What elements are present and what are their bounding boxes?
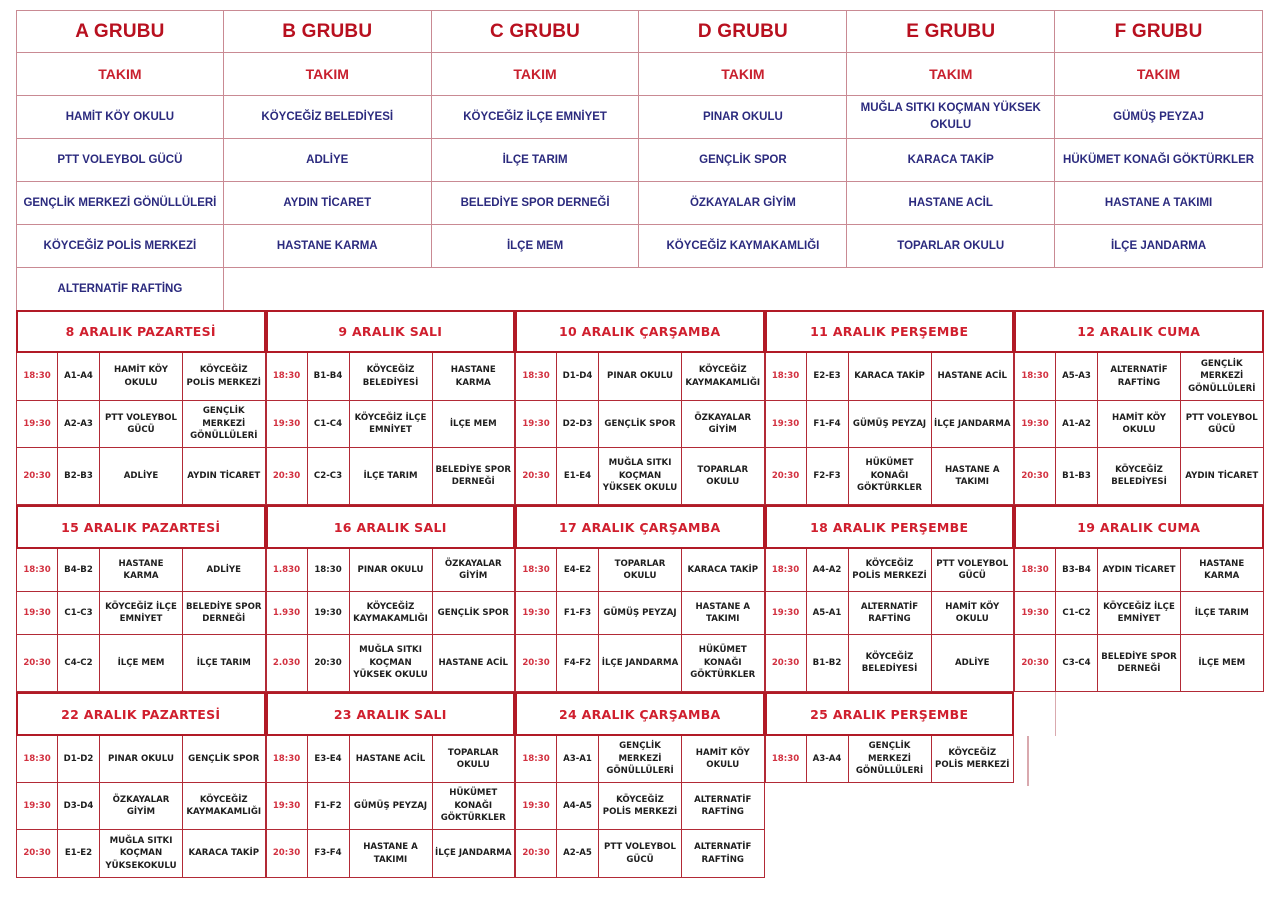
match-time: 20:30 bbox=[16, 635, 58, 692]
team-cell: AYDIN TİCARET bbox=[224, 182, 432, 225]
match-code: C3-C4 bbox=[1056, 635, 1098, 692]
match-time: 20:30 bbox=[515, 635, 557, 692]
team-cell: GENÇLİK SPOR bbox=[639, 139, 847, 182]
match-code: 20:30 bbox=[308, 635, 350, 692]
takim-header: TAKIM bbox=[224, 53, 432, 96]
match-time: 19:30 bbox=[16, 592, 58, 635]
match-time: 19:30 bbox=[16, 401, 58, 448]
divider bbox=[1055, 692, 1056, 736]
match-row bbox=[16, 592, 266, 635]
match-code: F1-F4 bbox=[807, 401, 849, 448]
match-time: 19:30 bbox=[1014, 592, 1056, 635]
divider bbox=[1027, 736, 1029, 786]
match-time: 18:30 bbox=[16, 353, 58, 401]
day-block bbox=[515, 505, 765, 692]
match-row bbox=[266, 736, 516, 783]
group-title-d: D GRUBU bbox=[639, 10, 847, 53]
match-time: 1.830 bbox=[266, 549, 308, 592]
match-row bbox=[1014, 353, 1264, 401]
day-block bbox=[1014, 505, 1264, 692]
match-time: 19:30 bbox=[765, 592, 807, 635]
match-time: 18:30 bbox=[765, 353, 807, 401]
match-row bbox=[16, 401, 266, 448]
home-team: HÜKÜMET KONAĞI GÖKTÜRKLER bbox=[849, 448, 932, 505]
away-team: HAMİT KÖY OKULU bbox=[932, 592, 1015, 635]
home-team: KÖYCEĞİZ İLÇE EMNİYET bbox=[350, 401, 433, 448]
takim-header: TAKIM bbox=[16, 53, 224, 96]
day-block bbox=[16, 505, 266, 692]
day-header: 9 ARALIK SALI bbox=[266, 310, 516, 353]
match-time: 18:30 bbox=[16, 549, 58, 592]
team-cell: KÖYCEĞİZ İLÇE EMNİYET bbox=[432, 96, 640, 139]
home-team: KÖYCEĞİZ BELEDİYESİ bbox=[1098, 448, 1181, 505]
home-team: TOPARLAR OKULU bbox=[599, 549, 682, 592]
match-code: D2-D3 bbox=[557, 401, 599, 448]
match-code: F2-F3 bbox=[807, 448, 849, 505]
team-cell: HASTANE ACİL bbox=[847, 182, 1055, 225]
home-team: PINAR OKULU bbox=[599, 353, 682, 401]
away-team: HASTANE ACİL bbox=[932, 353, 1015, 401]
away-team: ÖZKAYALAR GİYİM bbox=[682, 401, 765, 448]
home-team: MUĞLA SITKI KOÇMAN YÜKSEK OKULU bbox=[599, 448, 682, 505]
away-team: ADLİYE bbox=[932, 635, 1015, 692]
team-cell: HASTANE KARMA bbox=[224, 225, 432, 268]
away-team: KÖYCEĞİZ POLİS MERKEZİ bbox=[932, 736, 1015, 783]
takim-header: TAKIM bbox=[432, 53, 640, 96]
away-team: BELEDİYE SPOR DERNEĞİ bbox=[183, 592, 266, 635]
match-row bbox=[16, 549, 266, 592]
match-code: A2-A3 bbox=[58, 401, 100, 448]
match-time: 20:30 bbox=[765, 448, 807, 505]
home-team: GÜMÜŞ PEYZAJ bbox=[350, 783, 433, 830]
match-row bbox=[16, 635, 266, 692]
team-cell: KÖYCEĞİZ POLİS MERKEZİ bbox=[16, 225, 224, 268]
home-team: ÖZKAYALAR GİYİM bbox=[100, 783, 183, 830]
day-header: 19 ARALIK CUMA bbox=[1014, 505, 1264, 549]
home-team: KÖYCEĞİZ BELEDİYESİ bbox=[350, 353, 433, 401]
team-cell: HASTANE A TAKIMI bbox=[1055, 182, 1263, 225]
match-row bbox=[515, 783, 765, 830]
match-code: F3-F4 bbox=[308, 830, 350, 878]
away-team: ALTERNATİF RAFTİNG bbox=[682, 783, 765, 830]
day-header: 12 ARALIK CUMA bbox=[1014, 310, 1264, 353]
match-row bbox=[16, 448, 266, 505]
away-team: ÖZKAYALAR GİYİM bbox=[433, 549, 516, 592]
match-time: 19:30 bbox=[16, 783, 58, 830]
match-time: 18:30 bbox=[765, 736, 807, 783]
group-title-e: E GRUBU bbox=[847, 10, 1055, 53]
match-code: C1-C3 bbox=[58, 592, 100, 635]
away-team: TOPARLAR OKULU bbox=[433, 736, 516, 783]
match-row bbox=[16, 736, 266, 783]
match-row bbox=[765, 736, 1015, 783]
away-team: KARACA TAKİP bbox=[183, 830, 266, 878]
match-time: 20:30 bbox=[1014, 448, 1056, 505]
home-team: HASTANE ACİL bbox=[350, 736, 433, 783]
match-code: B3-B4 bbox=[1056, 549, 1098, 592]
match-code: D3-D4 bbox=[58, 783, 100, 830]
away-team: HASTANE ACİL bbox=[433, 635, 516, 692]
team-cell: PTT VOLEYBOL GÜCÜ bbox=[16, 139, 224, 182]
group-title-f: F GRUBU bbox=[1055, 10, 1263, 53]
home-team: İLÇE MEM bbox=[100, 635, 183, 692]
match-time: 18:30 bbox=[515, 736, 557, 783]
match-time: 18:30 bbox=[515, 549, 557, 592]
takim-header: TAKIM bbox=[847, 53, 1055, 96]
match-time: 18:30 bbox=[515, 353, 557, 401]
away-team: ALTERNATİF RAFTİNG bbox=[682, 830, 765, 878]
match-code: B4-B2 bbox=[58, 549, 100, 592]
day-block bbox=[765, 310, 1015, 505]
team-cell: BELEDİYE SPOR DERNEĞİ bbox=[432, 182, 640, 225]
match-time: 20:30 bbox=[1014, 635, 1056, 692]
match-code: E1-E4 bbox=[557, 448, 599, 505]
match-row bbox=[515, 592, 765, 635]
home-team: HASTANE KARMA bbox=[100, 549, 183, 592]
home-team: İLÇE JANDARMA bbox=[599, 635, 682, 692]
team-cell: MUĞLA SITKI KOÇMAN YÜKSEK OKULU bbox=[847, 96, 1055, 139]
team-cell: HÜKÜMET KONAĞI GÖKTÜRKLER bbox=[1055, 139, 1263, 182]
team-cell: KARACA TAKİP bbox=[847, 139, 1055, 182]
match-row bbox=[765, 401, 1015, 448]
match-code: F4-F2 bbox=[557, 635, 599, 692]
match-row bbox=[1014, 549, 1264, 592]
day-header: 23 ARALIK SALI bbox=[266, 692, 516, 736]
match-row bbox=[765, 635, 1015, 692]
away-team: GENÇLİK SPOR bbox=[433, 592, 516, 635]
day-block bbox=[765, 505, 1015, 692]
match-row bbox=[266, 592, 516, 635]
match-row bbox=[515, 830, 765, 878]
match-row bbox=[1014, 635, 1264, 692]
match-code: E3-E4 bbox=[308, 736, 350, 783]
away-team: GENÇLİK SPOR bbox=[183, 736, 266, 783]
match-row bbox=[16, 830, 266, 878]
away-team: AYDIN TİCARET bbox=[1181, 448, 1264, 505]
match-time: 19:30 bbox=[515, 783, 557, 830]
home-team: GENÇLİK MERKEZİ GÖNÜLLÜLERİ bbox=[599, 736, 682, 783]
team-cell: İLÇE JANDARMA bbox=[1055, 225, 1263, 268]
away-team: KARACA TAKİP bbox=[682, 549, 765, 592]
group-title-a: A GRUBU bbox=[16, 10, 224, 53]
home-team: KARACA TAKİP bbox=[849, 353, 932, 401]
home-team: GÜMÜŞ PEYZAJ bbox=[849, 401, 932, 448]
match-time: 20:30 bbox=[765, 635, 807, 692]
match-row bbox=[16, 353, 266, 401]
home-team: KÖYCEĞİZ KAYMAKAMLIĞI bbox=[350, 592, 433, 635]
match-time: 2.030 bbox=[266, 635, 308, 692]
team-cell: İLÇE TARIM bbox=[432, 139, 640, 182]
match-code: F1-F3 bbox=[557, 592, 599, 635]
match-row bbox=[515, 736, 765, 783]
day-header: 10 ARALIK ÇARŞAMBA bbox=[515, 310, 765, 353]
match-code: 19:30 bbox=[308, 592, 350, 635]
match-row bbox=[266, 635, 516, 692]
match-code: F1-F2 bbox=[308, 783, 350, 830]
match-time: 18:30 bbox=[266, 736, 308, 783]
home-team: KÖYCEĞİZ İLÇE EMNİYET bbox=[100, 592, 183, 635]
away-team: PTT VOLEYBOL GÜCÜ bbox=[1181, 401, 1264, 448]
away-team: HAMİT KÖY OKULU bbox=[682, 736, 765, 783]
day-header: 8 ARALIK PAZARTESİ bbox=[16, 310, 266, 353]
match-time: 19:30 bbox=[515, 592, 557, 635]
home-team: PTT VOLEYBOL GÜCÜ bbox=[100, 401, 183, 448]
match-row bbox=[16, 783, 266, 830]
match-row bbox=[765, 592, 1015, 635]
away-team: HASTANE A TAKIMI bbox=[682, 592, 765, 635]
day-header: 18 ARALIK PERŞEMBE bbox=[765, 505, 1015, 549]
away-team: İLÇE MEM bbox=[1181, 635, 1264, 692]
match-row bbox=[1014, 592, 1264, 635]
away-team: KÖYCEĞİZ KAYMAKAMLIĞI bbox=[682, 353, 765, 401]
takim-header: TAKIM bbox=[639, 53, 847, 96]
home-team: MUĞLA SITKI KOÇMAN YÜKSEK OKULU bbox=[350, 635, 433, 692]
away-team: İLÇE JANDARMA bbox=[433, 830, 516, 878]
day-block bbox=[765, 692, 1015, 783]
away-team: PTT VOLEYBOL GÜCÜ bbox=[932, 549, 1015, 592]
home-team: HAMİT KÖY OKULU bbox=[1098, 401, 1181, 448]
match-row bbox=[515, 549, 765, 592]
match-code: B1-B2 bbox=[807, 635, 849, 692]
match-row bbox=[765, 549, 1015, 592]
match-code: A3-A1 bbox=[557, 736, 599, 783]
match-code: B1-B4 bbox=[308, 353, 350, 401]
team-cell: GENÇLİK MERKEZİ GÖNÜLLÜLERİ bbox=[16, 182, 224, 225]
match-code: C2-C3 bbox=[308, 448, 350, 505]
day-block bbox=[16, 692, 266, 878]
group-title-c: C GRUBU bbox=[432, 10, 640, 53]
match-schedule bbox=[16, 0, 1263, 904]
away-team: ADLİYE bbox=[183, 549, 266, 592]
match-time: 19:30 bbox=[266, 401, 308, 448]
match-code: E1-E2 bbox=[58, 830, 100, 878]
day-header: 15 ARALIK PAZARTESİ bbox=[16, 505, 266, 549]
match-code: A1-A2 bbox=[1056, 401, 1098, 448]
match-row bbox=[515, 635, 765, 692]
match-time: 19:30 bbox=[266, 783, 308, 830]
match-code: E4-E2 bbox=[557, 549, 599, 592]
match-code: A4-A5 bbox=[557, 783, 599, 830]
match-row bbox=[765, 448, 1015, 505]
away-team: HÜKÜMET KONAĞI GÖKTÜRKLER bbox=[433, 783, 516, 830]
team-cell: TOPARLAR OKULU bbox=[847, 225, 1055, 268]
home-team: İLÇE TARIM bbox=[350, 448, 433, 505]
match-code: C4-C2 bbox=[58, 635, 100, 692]
away-team: BELEDİYE SPOR DERNEĞİ bbox=[433, 448, 516, 505]
group-title-b: B GRUBU bbox=[224, 10, 432, 53]
team-cell: GÜMÜŞ PEYZAJ bbox=[1055, 96, 1263, 139]
match-code: B1-B3 bbox=[1056, 448, 1098, 505]
match-row bbox=[765, 353, 1015, 401]
match-code: D1-D2 bbox=[58, 736, 100, 783]
away-team: HASTANE A TAKIMI bbox=[932, 448, 1015, 505]
home-team: KÖYCEĞİZ BELEDİYESİ bbox=[849, 635, 932, 692]
team-cell: ÖZKAYALAR GİYİM bbox=[639, 182, 847, 225]
match-code: 18:30 bbox=[308, 549, 350, 592]
match-code: A5-A3 bbox=[1056, 353, 1098, 401]
home-team: HASTANE A TAKIMI bbox=[350, 830, 433, 878]
home-team: GENÇLİK MERKEZİ GÖNÜLLÜLERİ bbox=[849, 736, 932, 783]
home-team: AYDIN TİCARET bbox=[1098, 549, 1181, 592]
home-team: ALTERNATİF RAFTİNG bbox=[1098, 353, 1181, 401]
match-code: E2-E3 bbox=[807, 353, 849, 401]
match-row bbox=[266, 549, 516, 592]
day-block bbox=[266, 505, 516, 692]
home-team: KÖYCEĞİZ POLİS MERKEZİ bbox=[849, 549, 932, 592]
away-team: HÜKÜMET KONAĞI GÖKTÜRKLER bbox=[682, 635, 765, 692]
team-cell: KÖYCEĞİZ KAYMAKAMLIĞI bbox=[639, 225, 847, 268]
day-header: 22 ARALIK PAZARTESİ bbox=[16, 692, 266, 736]
match-time: 1.930 bbox=[266, 592, 308, 635]
match-time: 18:30 bbox=[765, 549, 807, 592]
away-team: İLÇE TARIM bbox=[1181, 592, 1264, 635]
away-team: HASTANE KARMA bbox=[1181, 549, 1264, 592]
home-team: GENÇLİK SPOR bbox=[599, 401, 682, 448]
match-row bbox=[1014, 448, 1264, 505]
day-block bbox=[16, 310, 266, 505]
match-code: A5-A1 bbox=[807, 592, 849, 635]
match-code: D1-D4 bbox=[557, 353, 599, 401]
match-time: 20:30 bbox=[16, 448, 58, 505]
day-header: 11 ARALIK PERŞEMBE bbox=[765, 310, 1015, 353]
day-block bbox=[1014, 310, 1264, 505]
home-team: ALTERNATİF RAFTİNG bbox=[849, 592, 932, 635]
match-code: C1-C4 bbox=[308, 401, 350, 448]
team-cell: ADLİYE bbox=[224, 139, 432, 182]
home-team: ADLİYE bbox=[100, 448, 183, 505]
match-code: A1-A4 bbox=[58, 353, 100, 401]
home-team: PINAR OKULU bbox=[350, 549, 433, 592]
day-block bbox=[515, 692, 765, 878]
match-time: 19:30 bbox=[515, 401, 557, 448]
away-team: KÖYCEĞİZ KAYMAKAMLIĞI bbox=[183, 783, 266, 830]
team-cell: KÖYCEĞİZ BELEDİYESİ bbox=[224, 96, 432, 139]
day-header: 17 ARALIK ÇARŞAMBA bbox=[515, 505, 765, 549]
match-time: 20:30 bbox=[515, 448, 557, 505]
team-cell: PINAR OKULU bbox=[639, 96, 847, 139]
match-row bbox=[266, 401, 516, 448]
away-team: İLÇE JANDARMA bbox=[932, 401, 1015, 448]
home-team: PTT VOLEYBOL GÜCÜ bbox=[599, 830, 682, 878]
match-row bbox=[266, 448, 516, 505]
match-row bbox=[266, 353, 516, 401]
match-time: 18:30 bbox=[1014, 353, 1056, 401]
team-cell: HAMİT KÖY OKULU bbox=[16, 96, 224, 139]
match-row bbox=[515, 448, 765, 505]
day-header: 25 ARALIK PERŞEMBE bbox=[765, 692, 1015, 736]
away-team: TOPARLAR OKULU bbox=[682, 448, 765, 505]
away-team: KÖYCEĞİZ POLİS MERKEZİ bbox=[183, 353, 266, 401]
home-team: KÖYCEĞİZ İLÇE EMNİYET bbox=[1098, 592, 1181, 635]
day-header: 24 ARALIK ÇARŞAMBA bbox=[515, 692, 765, 736]
match-time: 20:30 bbox=[266, 448, 308, 505]
home-team: GÜMÜŞ PEYZAJ bbox=[599, 592, 682, 635]
match-code: C1-C2 bbox=[1056, 592, 1098, 635]
match-time: 20:30 bbox=[16, 830, 58, 878]
away-team: AYDIN TİCARET bbox=[183, 448, 266, 505]
day-block bbox=[515, 310, 765, 505]
match-time: 18:30 bbox=[266, 353, 308, 401]
match-time: 19:30 bbox=[1014, 401, 1056, 448]
home-team: HAMİT KÖY OKULU bbox=[100, 353, 183, 401]
away-team: GENÇLİK MERKEZİ GÖNÜLLÜLERİ bbox=[1181, 353, 1264, 401]
match-time: 20:30 bbox=[515, 830, 557, 878]
day-block bbox=[266, 692, 516, 878]
home-team: PINAR OKULU bbox=[100, 736, 183, 783]
team-cell: İLÇE MEM bbox=[432, 225, 640, 268]
home-team: KÖYCEĞİZ POLİS MERKEZİ bbox=[599, 783, 682, 830]
match-time: 19:30 bbox=[765, 401, 807, 448]
away-team: GENÇLİK MERKEZİ GÖNÜLLÜLERİ bbox=[183, 401, 266, 448]
match-code: A3-A4 bbox=[807, 736, 849, 783]
day-block bbox=[266, 310, 516, 505]
match-code: A2-A5 bbox=[557, 830, 599, 878]
match-time: 18:30 bbox=[16, 736, 58, 783]
home-team: MUĞLA SITKI KOÇMAN YÜKSEKOKULU bbox=[100, 830, 183, 878]
match-row bbox=[515, 401, 765, 448]
match-row bbox=[1014, 401, 1264, 448]
day-header: 16 ARALIK SALI bbox=[266, 505, 516, 549]
match-row bbox=[266, 830, 516, 878]
away-team: HASTANE KARMA bbox=[433, 353, 516, 401]
match-row bbox=[515, 353, 765, 401]
away-team: İLÇE MEM bbox=[433, 401, 516, 448]
match-row bbox=[266, 783, 516, 830]
takim-header: TAKIM bbox=[1055, 53, 1263, 96]
away-team: İLÇE TARIM bbox=[183, 635, 266, 692]
match-time: 18:30 bbox=[1014, 549, 1056, 592]
match-code: B2-B3 bbox=[58, 448, 100, 505]
match-time: 20:30 bbox=[266, 830, 308, 878]
home-team: BELEDİYE SPOR DERNEĞİ bbox=[1098, 635, 1181, 692]
match-code: A4-A2 bbox=[807, 549, 849, 592]
team-cell: ALTERNATİF RAFTİNG bbox=[16, 268, 224, 311]
